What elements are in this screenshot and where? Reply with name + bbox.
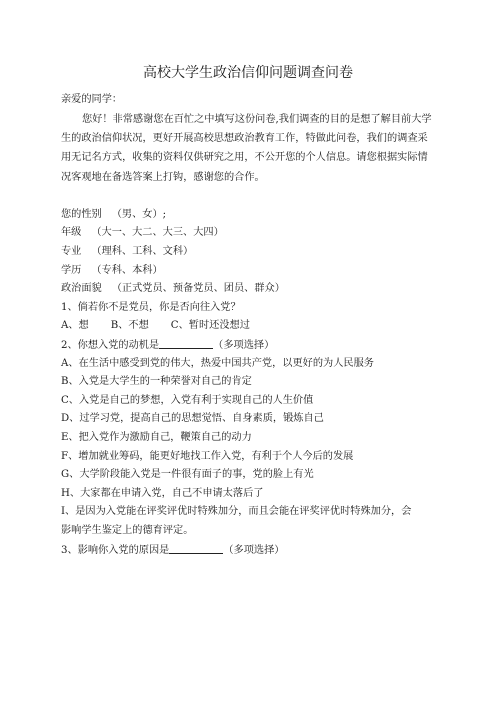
q2-option-d[interactable]: D、过学习党，提高自己的思想觉悟、自身素质，锻炼自己 [61,413,324,425]
question-1: 1、倘若你不是党员，你是否向往入党？ [61,301,241,313]
answer-blank[interactable] [159,336,213,349]
q2-option-f[interactable]: F、增加就业筹码，能更好地找工作入党，有利于个人今后的发展 [61,450,354,462]
question-3 [61,541,437,560]
field-grade [61,224,437,243]
field-label: 学历 [61,264,82,276]
option-c[interactable]: C、暂时还没想过 [170,320,250,332]
field-label: 您的性别 [61,208,102,220]
greeting: 亲爱的同学： [61,94,123,105]
q2-option-i-continued: 影响学生鉴定上的德育评定。 [61,524,194,536]
question-text: 3、影响你入党的原因是 [61,544,170,556]
q2-option-e[interactable]: E、把入党作为激励自己，鞭策自己的动力 [61,431,252,443]
field-options: （正式党员、预备党员、团员、群众） [111,283,285,295]
q2-option-i[interactable]: I、是因为入党能在评奖评优时特殊加分，而且会能在评奖评优时特殊加分，会 [61,506,412,518]
q2-option-a[interactable]: A、在生活中感受到党的伟大，热爱中国共产党，以更好的为人民服务 [61,357,374,369]
field-options: （专科、本科） [91,264,163,276]
field-label: 专业 [61,246,82,257]
field-label: 年级 [61,227,82,239]
question-2 [61,336,437,355]
answer-blank[interactable] [169,541,223,554]
spacer [61,187,437,206]
field-major [61,243,437,262]
page-title: 高校大学生政治信仰问题调查问卷 [143,65,353,81]
q2-option-g[interactable]: G、大学阶段能入党是一件很有面子的事，党的脸上有光 [61,469,314,481]
question-1-options [61,317,437,336]
field-politics [61,280,437,299]
q2-option-c[interactable]: C、入党是自己的梦想，入党有利于实现自己的人生价值 [61,394,314,406]
document-body [61,91,437,559]
field-education [61,262,437,281]
question-note: （多项选择） [213,339,275,351]
field-options: （理科、工科、文科） [91,246,194,257]
intro-paragraph: 您好！非常感谢您在百忙之中填写这份问卷,我们调查的目的是想了解目前大学生的政治信仰状况，更好开展高校思想政治教育工作，特做此问卷，我们的调查采用无记名方式，收集的资料仅供研究之用，不公开您的个人信息。请您根据实际情况客观地在备选答案上打钩，感谢您的合作。 [61,113,432,183]
q2-option-b[interactable]: B、入党是大学生的一种荣誉对自己的肯定 [61,376,252,388]
q2-option-h[interactable]: H、大家都在申请入党，自己不申请太落后了 [61,487,264,499]
field-gender [61,206,437,225]
field-options: （大一、大二、大三、大四） [91,227,224,239]
option-a[interactable]: A、想 [61,320,89,332]
question-text: 2、你想入党的动机是 [61,339,160,351]
field-label: 政治面貌 [61,283,102,295]
option-b[interactable]: B、不想 [110,320,149,332]
field-options: （男、女）; [111,208,167,220]
question-note: （多项选择） [223,544,285,556]
